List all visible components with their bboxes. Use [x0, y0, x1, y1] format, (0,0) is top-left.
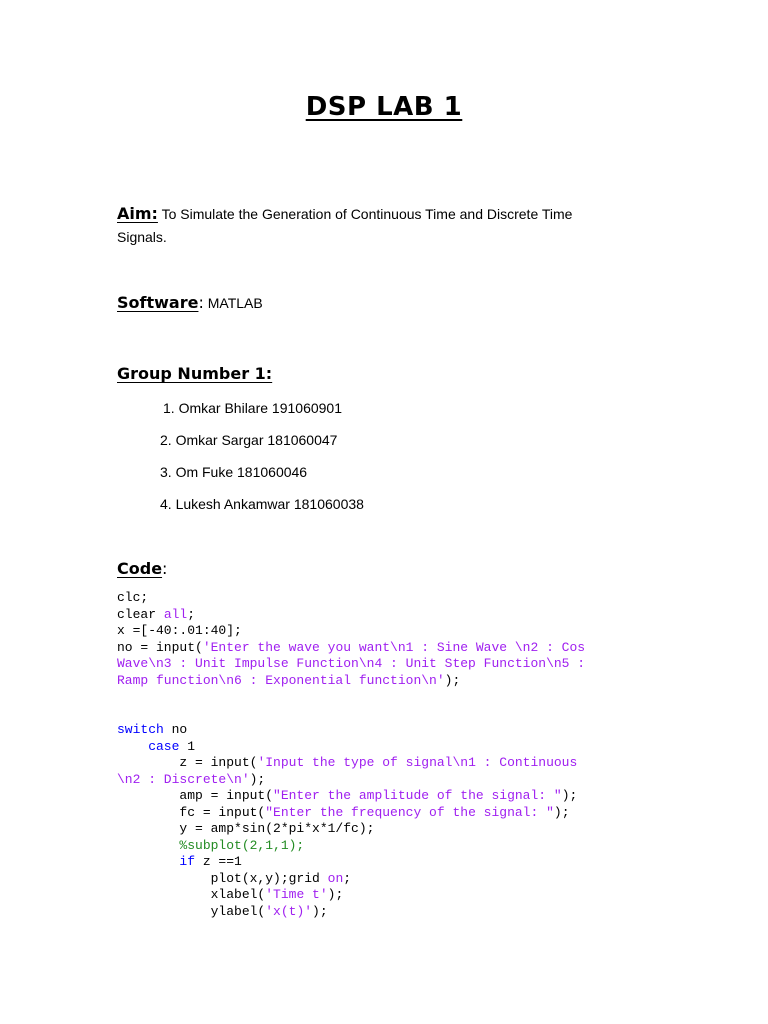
code-line [117, 739, 637, 756]
code-blank-line [117, 689, 637, 722]
code-label: Code [117, 559, 163, 578]
code-line [117, 788, 637, 805]
code-text: amp = input( [117, 788, 274, 803]
code-line [117, 590, 637, 607]
code-line [117, 607, 637, 624]
code-line [117, 904, 637, 921]
code-colon: : [162, 559, 168, 578]
code-line [117, 673, 637, 690]
code-line [117, 805, 637, 822]
code-keyword: switch [117, 722, 164, 737]
code-string: 'Enter the wave you want\n1 : Sine Wave \n2 : Cos [202, 639, 586, 655]
code-string: 'Time t' [265, 887, 328, 902]
code-text: no = input( [117, 639, 203, 655]
code-text: z = input( [117, 755, 258, 770]
group-member: 3. Om Fuke 181060046 [160, 464, 308, 480]
code-string: "Enter the frequency of the signal: " [265, 804, 554, 820]
code-line [117, 871, 637, 888]
aim-section [117, 202, 637, 249]
code-text: y = amp*sin(2*pi*x*1/fc); [117, 821, 375, 836]
group-member: 2. Omkar Sargar 181060047 [160, 432, 338, 448]
code-text: clc; [117, 590, 149, 605]
code-text: fc = input( [117, 804, 266, 820]
code-line [117, 722, 637, 739]
code-line [117, 640, 637, 657]
code-block [117, 590, 637, 920]
code-line [117, 854, 637, 871]
code-string: 'x(t)' [265, 903, 313, 919]
code-text: ; [187, 606, 196, 622]
code-text: x =[-40:.01:40]; [117, 623, 242, 638]
code-text: clear [117, 606, 164, 622]
code-text: z ==1 [195, 854, 242, 869]
code-line [117, 772, 637, 789]
code-text: ); [561, 788, 578, 803]
aim-text: To Simulate the Generation of Continuous Time and Discrete Time [161, 206, 573, 222]
code-keyword-string: on [327, 870, 344, 886]
code-keyword: if [117, 854, 196, 869]
code-line [117, 887, 637, 904]
code-keyword: case [117, 738, 180, 754]
software-section [117, 291, 637, 315]
code-line [117, 656, 637, 673]
code-comment: %subplot(2,1,1); [117, 837, 305, 853]
group-member: 1. Omkar Bhilare 191060901 [163, 400, 342, 416]
aim-label: Aim: [117, 204, 158, 223]
code-text: ; [343, 870, 352, 886]
page-title: DSP LAB 1 [305, 92, 463, 122]
code-text: ); [327, 887, 344, 902]
software-label: Software [117, 293, 199, 312]
group-member-list [160, 398, 364, 526]
code-line [117, 821, 637, 838]
code-keyword-string: all [163, 606, 188, 622]
group-member: 4. Lukesh Ankamwar 181060038 [160, 496, 364, 512]
aim-text-continued: Signals. [117, 229, 167, 245]
code-line [117, 755, 637, 772]
group-section [117, 362, 637, 386]
code-text: 1 [179, 738, 196, 754]
code-section [117, 557, 637, 581]
code-line [117, 838, 637, 855]
software-value: MATLAB [207, 295, 263, 311]
software-colon: : [198, 293, 204, 312]
code-string: Wave\n3 : Unit Impulse Function\n4 : Unit Step Function\n5 : [117, 656, 586, 671]
code-text: ); [249, 771, 266, 787]
code-string: 'Input the type of signal\n1 : Continuous [257, 755, 578, 770]
group-label: Group Number 1: [117, 364, 273, 383]
code-text: ); [444, 672, 461, 688]
code-string: \n2 : Discrete\n' [117, 771, 250, 787]
code-text: no [163, 722, 188, 737]
code-text: ); [312, 903, 328, 919]
code-text: ); [553, 804, 570, 820]
code-text: xlabel( [117, 887, 266, 902]
code-string: Ramp function\n6 : Exponential function\n' [117, 672, 445, 688]
code-text: ylabel( [117, 903, 266, 919]
code-text: plot(x,y);grid [117, 870, 328, 886]
code-line [117, 623, 637, 640]
code-string: "Enter the amplitude of the signal: " [273, 788, 562, 803]
